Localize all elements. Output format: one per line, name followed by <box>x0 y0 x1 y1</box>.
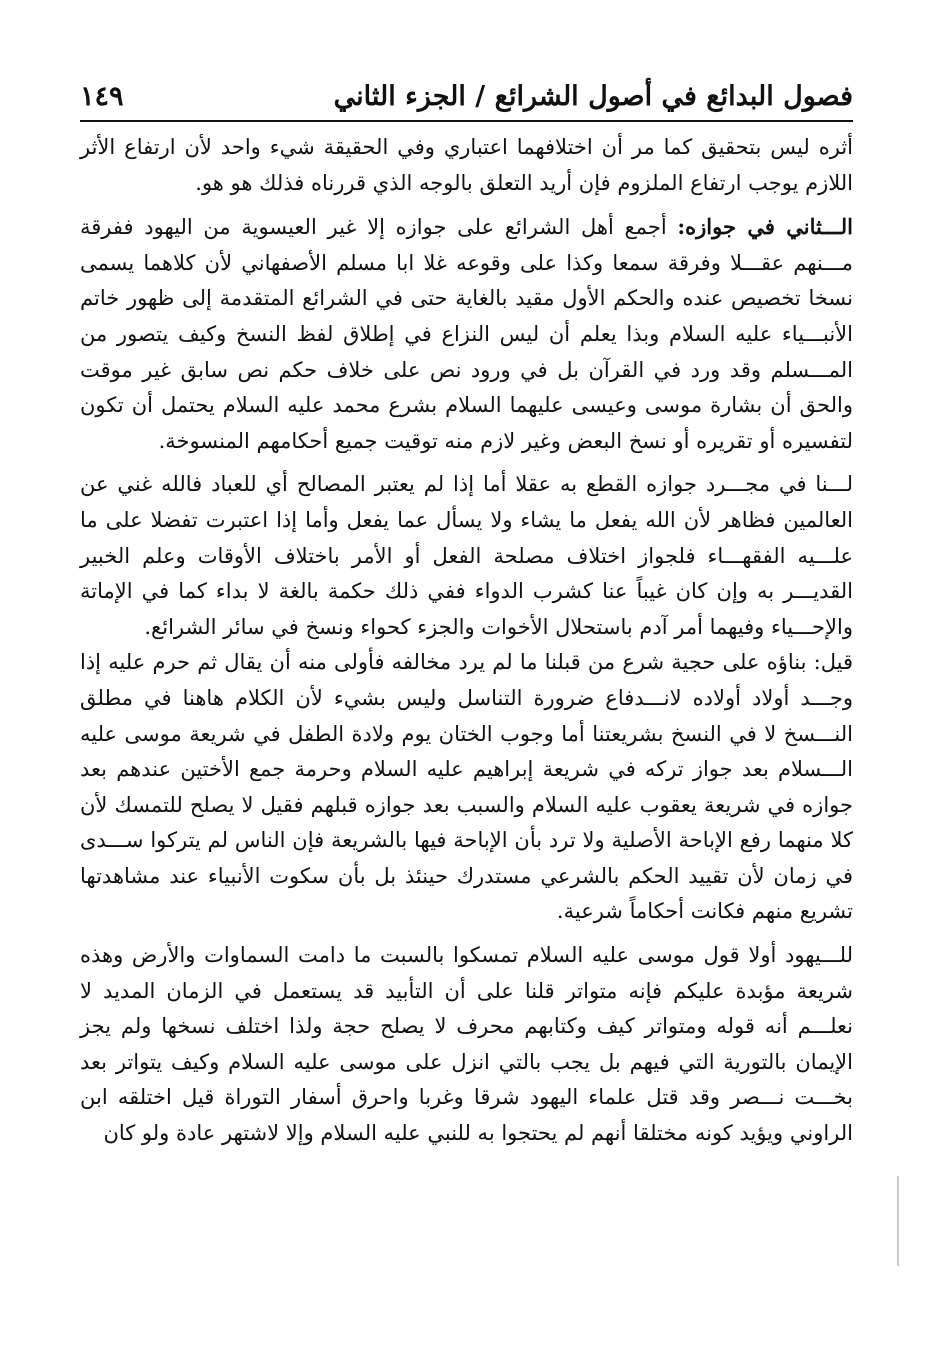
paragraph-4 <box>80 645 853 930</box>
paragraph-text: للـــيهود أولا قول موسى عليه السلام تمسكوا بالسبت ما دامت السماوات والأرض وهذه شريعة مؤبدة عليكم فإنه متواتر قلنا على أن التأبيد قد يستعمل في الزمان المديد لا نعلـــم أنه قوله ومتواتر كيف وكتابهم محرف لا يصلح حجة ولذا اختلف نسخها ولم يجز الإيمان بالتورية التي فيهم بل يجب بالتي انزل على موسى عليه السلام وكيف يتواتر بعد بخـــت نـــصر وقد قتل علماء اليهود شرقا وغربا واحرق أسفار التوراة قيل اختلقه ابن الراوني ويؤيد كونه مختلقا أنهم لم يحتجوا به للنبي عليه السلام وإلا لاشتهر عادة ولو كان <box>80 943 853 1146</box>
header-title: فصول البدائع في أصول الشرائع / الجزء الثاني <box>333 81 853 112</box>
paragraph-text: لـــنا في مجـــرد جوازه القطع به عقلا أما إذا لم يعتبر المصالح أي للعباد فالله غني عن العالمين فظاهر لأن الله يفعل ما يشاء ولا يسأل عما يفعل وأما إذا اعتبرت تفضلا على ما علـــيه الفقهـــاء فلجواز اختلاف مصلحة الفعل أو الأمر باختلاف الأوقات وعلم الخبير القديـــر به وإن كان غيباً عنا كشرب الدواء ففي ذلك حكمة بالغة لا بداء كما في الإماتة والإحـــياء وفيهما أمر آدم باستحلال الأخوات والجزء كحواء ونسخ في سائر الشرائع. <box>80 472 853 639</box>
paragraph-lead: الـــثاني في جوازه: <box>677 214 853 240</box>
page-number: ١٤٩ <box>80 81 124 112</box>
paragraph-text: أثره ليس بتحقيق كما مر أن اختلافهما اعتباري وفي الحقيقة شيء واحد لأن ارتفاع الأثر اللازم يوجب ارتفاع الملزوم فإن أريد التعلق بالوجه الذي قررناه فذلك هو هو. <box>80 135 853 195</box>
paragraph-3 <box>80 467 853 645</box>
running-header <box>80 60 853 122</box>
paragraph-text: قيل: بناؤه على حجية شرع من قبلنا ما لم يرد مخالفه فأولى منه أن يقال ثم حرم عليه إذا وجـــد أولاد أولاده لانـــدفاع ضرورة التناسل وليس بشيء لأن الكلام هاهنا في مطلق النـــسخ لا في النسخ بشريعتنا أما وجوب الختان يوم ولادة الطفل في شريعة موسى عليه الـــسلام بعد جواز تركه في شريعة إبراهيم عليه السلام وحرمة جمع الأختين عندهم بعد جوازه في شريعة يعقوب عليه السلام والسبب بعد جوازه قبلهم فقيل لا يصلح للتمسك لأن كلا منهما رفع الإباحة الأصلية ولا ترد بأن الإباحة فيها بالشريعة فإن الناس لم يتركوا ســـدى في زمان لأن تقييد الحكم بالشرعي مستدرك حينئذ بل بأن سكوت الأنبياء عند مشاهدتها تشريع منهم فكانت أحكاماً شرعية. <box>80 650 853 924</box>
page-body <box>80 130 853 1152</box>
paragraph-5 <box>80 938 853 1152</box>
paragraph-2 <box>80 209 853 459</box>
scan-margin-line <box>897 1176 899 1266</box>
paragraph-text: أجمع أهل الشرائع على جوازه إلا غير العيسوية من اليهود ففرقة مـــنهم عقـــلا وفرقة سمعا وكذا على وقوعه غلا ابا مسلم الأصفهاني لأن كلاهما يسمى نسخا تخصيص عنده والحكم الأول مقيد بالغاية حتى في الشرائع المتقدمة إلى ظهور خاتم الأنبـــياء عليه السلام وبذا يعلم أن ليس النزاع في إطلاق لفظ النسخ وكيف يتصور من المـــسلم وقد ورد في القرآن بل في ورود نص على خلاف حكم نص سابق غير موقت والحق أن بشارة موسى وعيسى عليهما السلام بشرع محمد عليه السلام يحتمل أن تكون لتفسيره أو تقريره أو نسخ البعض وغير لازم منه توقيت جميع أحكامهم المنسوخة. <box>80 215 853 453</box>
paragraph-1 <box>80 130 853 201</box>
